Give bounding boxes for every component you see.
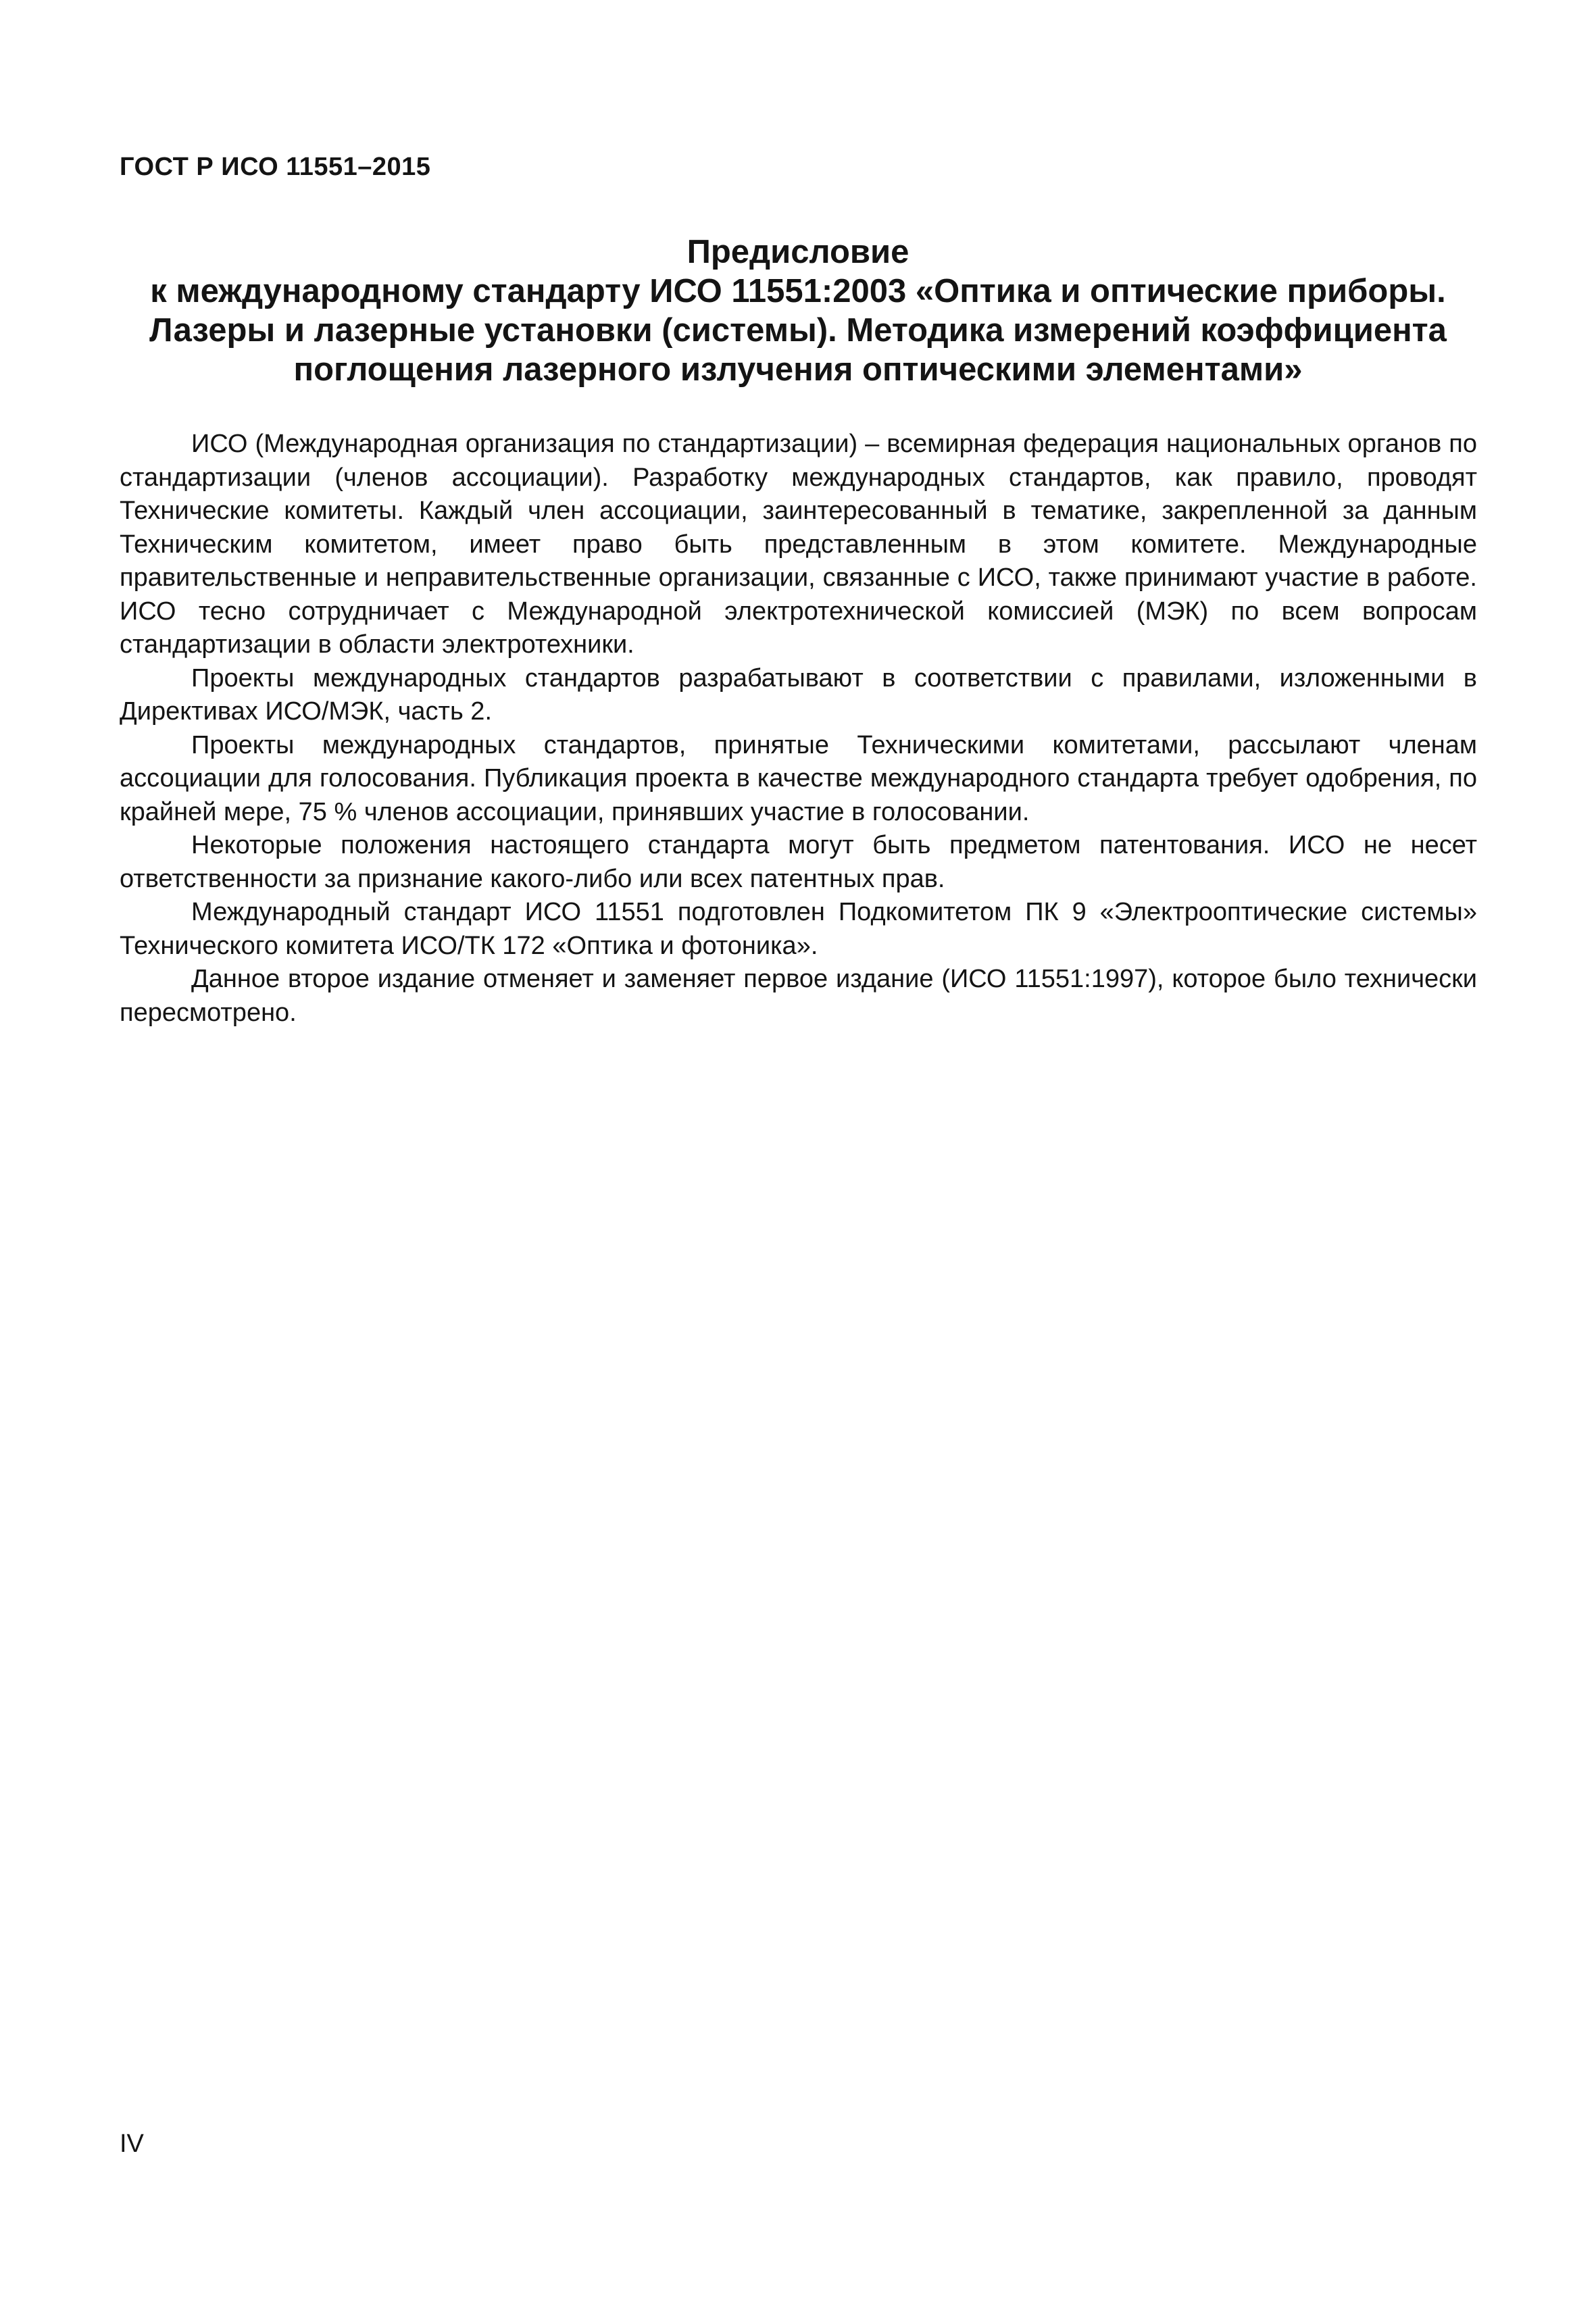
title-line-standard-reference: к международному стандарту ИСО 11551:2003 «Оптика и оптические приборы. [150,273,1446,309]
title-line-foreword: Предисловие [687,234,909,270]
paragraph-iso-organization: ИСО (Международная организация по стандартизации) – всемирная федерация национальных органов по стандартизации (членов ассоциации). Разработку международных стандартов, как правило, проводят Технические комитеты. Каждый член ассоциации, заинтересованный в тематике, закрепленной за данным Техническим комитетом, имеет право быть представленным в этом комитете. Международные правительственные и неправительственные организации, связанные с ИСО, также принимают участие в работе. ИСО тесно сотрудничает с Международной электротехнической комиссией (МЭК) по всем вопросам стандартизации в области электротехники. [120,430,1477,659]
foreword-body [120,428,1477,1030]
foreword-title [88,232,1508,389]
paragraph-committee: Международный стандарт ИСО 11551 подготовлен Подкомитетом ПК 9 «Электрооптические системы» Технического комитета ИСО/ТК 172 «Оптика и фотоника». [120,898,1477,960]
page-number: IV [120,2130,144,2158]
standard-code-header: ГОСТ Р ИСО 11551–2015 [120,153,431,181]
title-line-lasers: Лазеры и лазерные установки (системы). Методика измерений коэффициента [149,312,1447,349]
title-line-absorption: поглощения лазерного излучения оптическими элементами» [293,351,1303,388]
paragraph-drafting-rules: Проекты международных стандартов разрабатывают в соответствии с правилами, изложенными в Директивах ИСО/МЭК, часть 2. [120,663,1477,726]
paragraph-patents: Некоторые положения настоящего стандарта могут быть предметом патентования. ИСО не несет ответственности за признание какого-либо или всех патентных прав. [120,831,1477,893]
paragraph-edition: Данное второе издание отменяет и заменяет первое издание (ИСО 11551:1997), которое было технически пересмотрено. [120,965,1477,1027]
paragraph-voting: Проекты международных стандартов, принятые Техническими комитетами, рассылают членам ассоциации для голосования. Публикация проекта в качестве международного стандарта требует одобрения, по крайней мере, 75 % членов ассоциации, принявших участие в голосовании. [120,730,1477,826]
